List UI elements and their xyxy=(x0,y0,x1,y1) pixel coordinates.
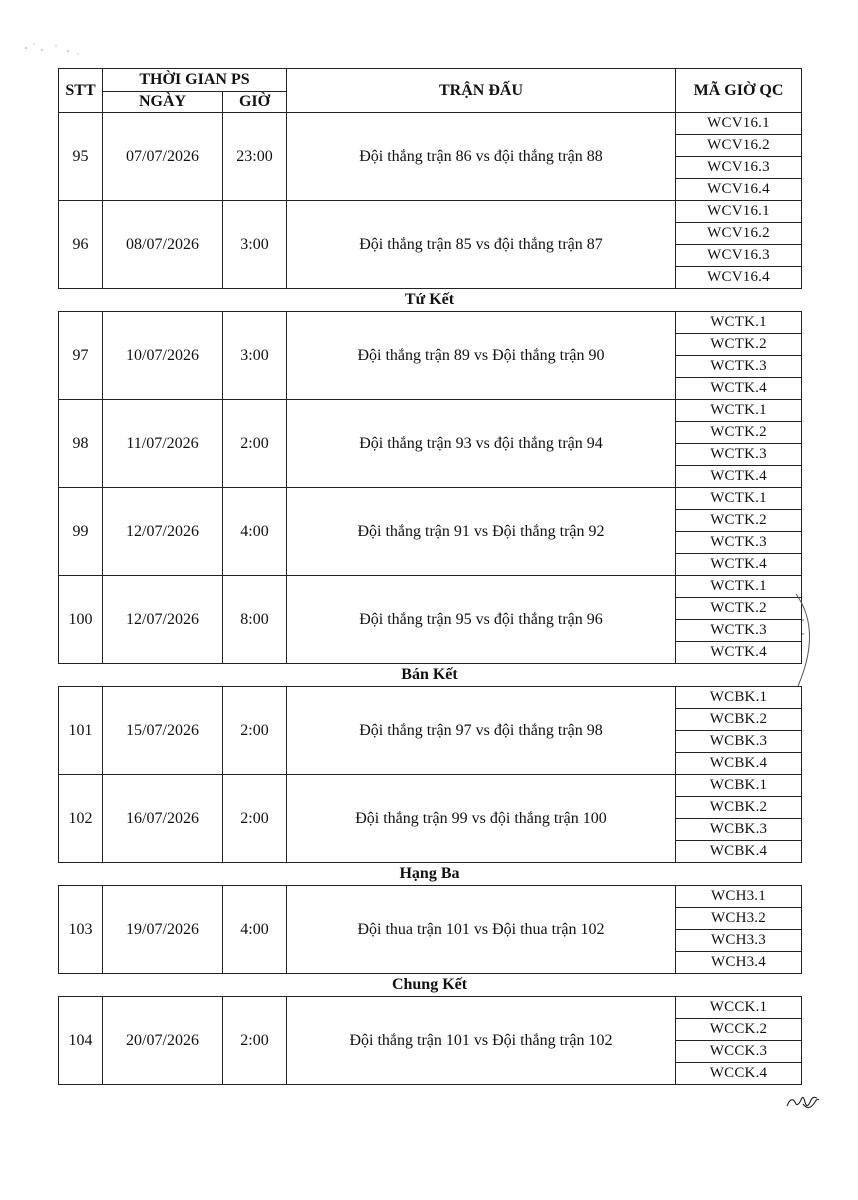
match-stt: 95 xyxy=(59,113,103,201)
ad-code: WCV16.3 xyxy=(676,245,802,267)
table-row xyxy=(59,201,802,223)
header-match: TRẬN ĐẤU xyxy=(287,69,676,113)
section-title: Bán Kết xyxy=(401,666,458,683)
ad-code: WCBK.1 xyxy=(676,687,802,709)
match-time: 3:00 xyxy=(223,312,287,400)
match-stt: 102 xyxy=(59,775,103,863)
match-description: Đội thua trận 101 vs Đội thua trận 102 xyxy=(287,886,676,974)
section-title: Hạng Ba xyxy=(399,865,460,882)
table-row xyxy=(59,997,802,1019)
match-time: 23:00 xyxy=(223,113,287,201)
match-time: 2:00 xyxy=(223,775,287,863)
schedule-table xyxy=(58,311,802,664)
ad-code: WCH3.1 xyxy=(676,886,802,908)
ad-code: WCCK.3 xyxy=(676,1041,802,1063)
match-description: Đội thắng trận 93 vs đội thắng trận 94 xyxy=(287,400,676,488)
match-stt: 104 xyxy=(59,997,103,1085)
ad-code: WCV16.4 xyxy=(676,267,802,289)
match-stt: 99 xyxy=(59,488,103,576)
match-description: Đội thắng trận 99 vs đội thắng trận 100 xyxy=(287,775,676,863)
header-stt: STT xyxy=(59,69,103,113)
ad-code: WCBK.4 xyxy=(676,841,802,863)
ad-code: WCV16.1 xyxy=(676,201,802,223)
ad-code: WCTK.2 xyxy=(676,598,802,620)
match-time: 4:00 xyxy=(223,886,287,974)
ad-code: WCV16.2 xyxy=(676,223,802,245)
match-date: 15/07/2026 xyxy=(103,687,223,775)
ad-code: WCTK.4 xyxy=(676,642,802,664)
match-time: 4:00 xyxy=(223,488,287,576)
ad-code: WCTK.3 xyxy=(676,444,802,466)
section-title: Tứ Kết xyxy=(404,291,455,308)
match-date: 16/07/2026 xyxy=(103,775,223,863)
match-date: 19/07/2026 xyxy=(103,886,223,974)
schedule-document xyxy=(58,68,801,1085)
margin-bracket-mark xyxy=(792,590,832,690)
ad-code: WCBK.1 xyxy=(676,775,802,797)
match-time: 3:00 xyxy=(223,201,287,289)
header-row xyxy=(59,69,802,92)
ad-code: WCTK.3 xyxy=(676,620,802,642)
table-row xyxy=(59,400,802,422)
match-description: Đội thắng trận 95 vs đội thắng trận 96 xyxy=(287,576,676,664)
ad-code: WCTK.2 xyxy=(676,510,802,532)
ad-code: WCTK.1 xyxy=(676,488,802,510)
ad-code: WCV16.3 xyxy=(676,157,802,179)
ad-code: WCTK.2 xyxy=(676,422,802,444)
ad-code: WCTK.4 xyxy=(676,378,802,400)
ad-code: WCBK.2 xyxy=(676,709,802,731)
ad-code: WCTK.2 xyxy=(676,334,802,356)
match-description: Đội thắng trận 91 vs Đội thắng trận 92 xyxy=(287,488,676,576)
ad-code: WCTK.1 xyxy=(676,576,802,598)
ad-code: WCTK.4 xyxy=(676,466,802,488)
match-time: 2:00 xyxy=(223,400,287,488)
table-row xyxy=(59,775,802,797)
match-time: 2:00 xyxy=(223,997,287,1085)
table-row xyxy=(59,312,802,334)
match-stt: 100 xyxy=(59,576,103,664)
ad-code: WCBK.2 xyxy=(676,797,802,819)
match-date: 11/07/2026 xyxy=(103,400,223,488)
ad-code: WCV16.2 xyxy=(676,135,802,157)
match-stt: 103 xyxy=(59,886,103,974)
ad-code: WCTK.1 xyxy=(676,312,802,334)
match-date: 12/07/2026 xyxy=(103,576,223,664)
ad-code: WCV16.1 xyxy=(676,113,802,135)
match-time: 8:00 xyxy=(223,576,287,664)
match-stt: 97 xyxy=(59,312,103,400)
schedule-table xyxy=(58,996,802,1085)
ad-code: WCV16.4 xyxy=(676,179,802,201)
match-description: Đội thắng trận 85 vs đội thắng trận 87 xyxy=(287,201,676,289)
schedule-table xyxy=(58,686,802,863)
table-row xyxy=(59,113,802,135)
match-date: 20/07/2026 xyxy=(103,997,223,1085)
ad-code: WCCK.1 xyxy=(676,997,802,1019)
match-description: Đội thắng trận 89 vs Đội thắng trận 90 xyxy=(287,312,676,400)
ad-code: WCH3.2 xyxy=(676,908,802,930)
ad-code: WCTK.3 xyxy=(676,532,802,554)
table-row xyxy=(59,576,802,598)
header-hour: GIỜ xyxy=(223,92,287,113)
match-description: Đội thắng trận 97 vs đội thắng trận 98 xyxy=(287,687,676,775)
match-stt: 98 xyxy=(59,400,103,488)
scan-specks xyxy=(22,38,82,58)
match-date: 10/07/2026 xyxy=(103,312,223,400)
section-title: Chung Kết xyxy=(391,976,468,993)
initials-signature xyxy=(783,1088,823,1118)
header-date: NGÀY xyxy=(103,92,223,113)
ad-code: WCH3.3 xyxy=(676,930,802,952)
table-row xyxy=(59,687,802,709)
ad-code: WCTK.3 xyxy=(676,356,802,378)
match-date: 07/07/2026 xyxy=(103,113,223,201)
header-time-group: THỜI GIAN PS xyxy=(103,69,287,92)
ad-code: WCBK.4 xyxy=(676,753,802,775)
ad-code: WCBK.3 xyxy=(676,819,802,841)
table-row xyxy=(59,886,802,908)
ad-code: WCCK.4 xyxy=(676,1063,802,1085)
schedule-table xyxy=(58,68,802,289)
header-code: MÃ GIỜ QC xyxy=(676,69,802,113)
match-stt: 96 xyxy=(59,201,103,289)
ad-code: WCH3.4 xyxy=(676,952,802,974)
match-description: Đội thắng trận 86 vs đội thắng trận 88 xyxy=(287,113,676,201)
table-row xyxy=(59,488,802,510)
match-time: 2:00 xyxy=(223,687,287,775)
match-date: 08/07/2026 xyxy=(103,201,223,289)
ad-code: WCTK.1 xyxy=(676,400,802,422)
match-date: 12/07/2026 xyxy=(103,488,223,576)
ad-code: WCTK.4 xyxy=(676,554,802,576)
ad-code: WCBK.3 xyxy=(676,731,802,753)
match-description: Đội thắng trận 101 vs Đội thắng trận 102 xyxy=(287,997,676,1085)
ad-code: WCCK.2 xyxy=(676,1019,802,1041)
match-stt: 101 xyxy=(59,687,103,775)
schedule-table xyxy=(58,885,802,974)
